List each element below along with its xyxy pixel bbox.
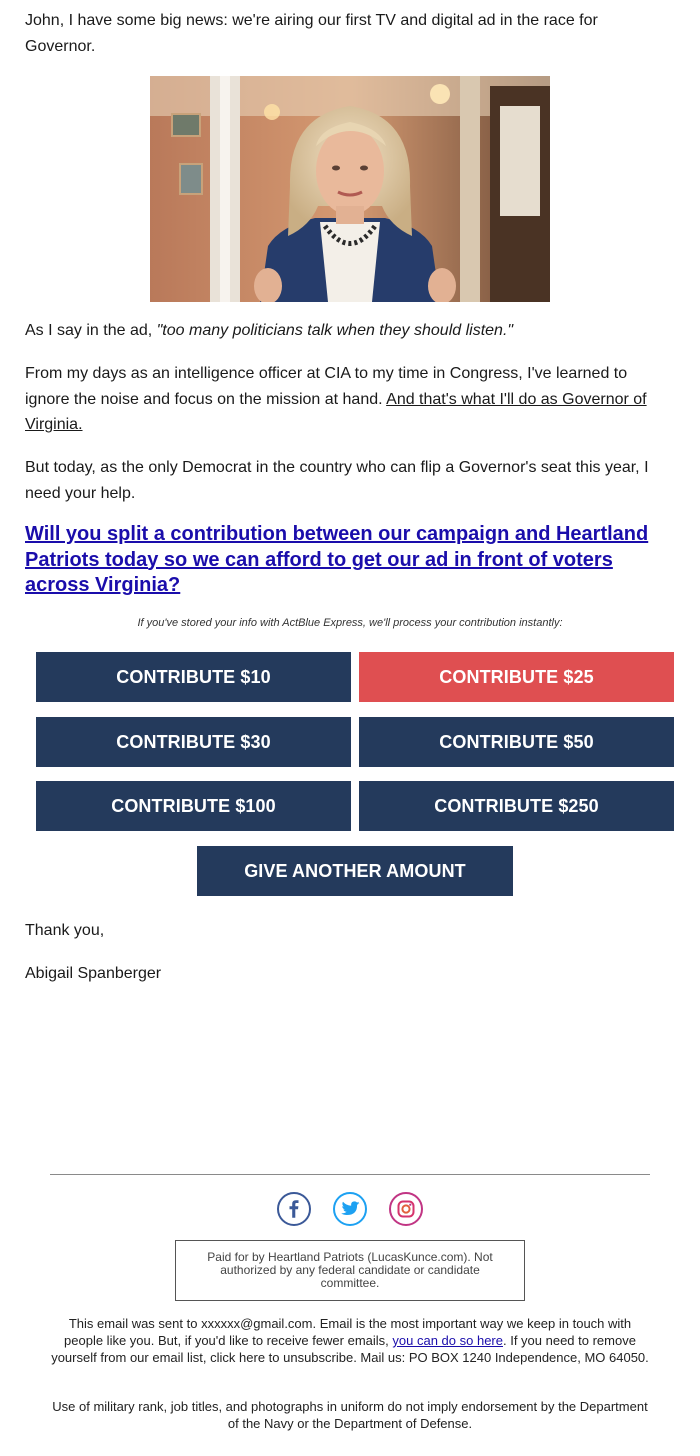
contribute-10-button[interactable]: CONTRIBUTE $10 [36, 652, 351, 702]
mission-underlined: And that's what I'll do as Governor of Virginia. [25, 390, 647, 433]
give-another-amount-button[interactable]: GIVE ANOTHER AMOUNT [197, 846, 513, 896]
signature: Abigail Spanberger [25, 965, 162, 982]
facebook-icon[interactable] [277, 1192, 311, 1226]
footer-divider [50, 1174, 650, 1175]
paid-for-disclaimer: Paid for by Heartland Patriots (LucasKunce.com). Not authorized by any federal candidate or candidate committee. [175, 1240, 525, 1301]
mission-paragraph [25, 361, 675, 438]
contribute-25-button[interactable]: CONTRIBUTE $25 [359, 652, 674, 702]
quote-text: "too many politicians talk when they should listen." [156, 322, 514, 339]
instagram-icon[interactable] [389, 1192, 423, 1226]
recipient-email: xxxxxx@gmail.com [201, 1316, 313, 1331]
email-footer [50, 1315, 650, 1366]
twitter-icon[interactable] [333, 1192, 367, 1226]
mission-text: From my days as an intelligence officer at CIA to my time in Congress, I've learned to ignore the noise and focus on the mission at hand. [25, 365, 628, 408]
footer-sent-prefix: This email was sent to [68, 1316, 202, 1331]
closing-thanks: Thank you, [25, 922, 105, 939]
contribute-250-button[interactable]: CONTRIBUTE $250 [359, 781, 674, 831]
intro-paragraph: John, I have some big news: we're airing our first TV and digital ad in the race for Governor. [25, 12, 598, 55]
candidate-photo [150, 76, 550, 302]
quote-prefix: As I say in the ad, [25, 322, 157, 339]
footer-sent-suffix: . If you need to remove yourself from our email list, click here to unsubscribe. Mail us: PO BOX 1240 Independence, MO 64050. [51, 1333, 649, 1365]
actblue-express-note: If you've stored your info with ActBlue Express, we'll process your contribution instantly: [137, 617, 563, 629]
fewer-emails-link[interactable]: you can do so here [392, 1333, 503, 1348]
ad-video-still[interactable] [150, 76, 550, 302]
contribution-ask-link[interactable]: Will you split a contribution between our campaign and Heartland Patriots today so we can afford to get our ad in front of voters across Virginia? [25, 523, 649, 596]
contribute-100-button[interactable]: CONTRIBUTE $100 [36, 781, 351, 831]
contribute-30-button[interactable]: CONTRIBUTE $30 [36, 717, 351, 767]
military-disclaimer: Use of military rank, job titles, and photographs in uniform do not imply endorsement by the Department of the Navy or the Department of Defense. [52, 1399, 648, 1431]
quote-paragraph [25, 318, 675, 344]
help-paragraph: But today, as the only Democrat in the country who can flip a Governor's seat this year, I need your help. [25, 459, 649, 502]
footer-sent-middle: . Email is the most important way we keep in touch with people like you. But, if you'd like to receive fewer emails, [64, 1316, 632, 1348]
contribute-50-button[interactable]: CONTRIBUTE $50 [359, 717, 674, 767]
